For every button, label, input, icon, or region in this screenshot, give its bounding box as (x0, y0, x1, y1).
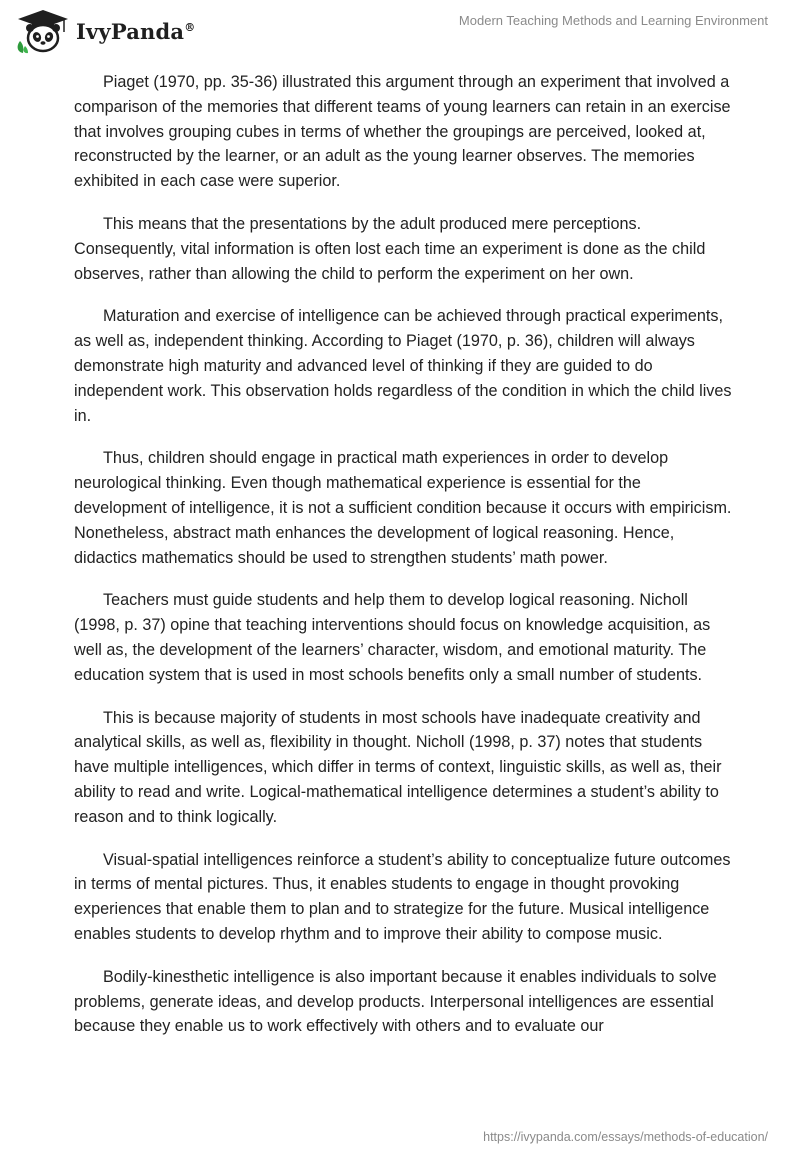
paragraph: This means that the presentations by the adult produced mere perceptions. Consequently, vital information is often lost each time an experiment is done as the child observes, rather than allowing the child to perform the experiment on her own. (74, 214, 706, 283)
paragraph: Piaget (1970, pp. 35-36) illustrated this argument through an experiment that involved a comparison of the memories that different teams of young learners can retain in an exercise that involves grouping cubes in terms of whether the groupings are perceived, looked at, reconstructed by the learner, or an adult as the young learner observes. The memories exhibited in each case were superior. (74, 73, 731, 191)
paragraph: Bodily-kinesthetic intelligence is also important because it enables individuals to solve problems, generate ideas, and develop products. Interpersonal intelligences are essential because they enable us to work effectively with others and to evaluate our (74, 967, 717, 1036)
essay-body (74, 70, 734, 1057)
document-title: Modern Teaching Methods and Learning Environment (458, 13, 768, 28)
paragraph: Maturation and exercise of intelligence can be achieved through practical experiments, as well as, independent thinking. According to Piaget (1970, p. 36), children will always demonstrate high maturity and advanced level of thinking if they are guided to do independent work. This observation holds regardless of the condition in which the child lives in. (74, 307, 732, 425)
registered-mark: ® (184, 20, 196, 34)
paragraph: This is because majority of students in most schools have inadequate creativity and analytical skills, as well as, flexibility in thought. Nicholl (1998, p. 37) notes that students have multiple intelligences, which differ in terms of context, linguistic skills, as well as, their ability to read and write. Logical-mathematical intelligence determines a student’s ability to reason and to think logically. (74, 708, 722, 826)
source-url[interactable]: https://ivypanda.com/essays/methods-of-education/ (483, 1130, 768, 1144)
ivypanda-logo[interactable] (14, 8, 195, 54)
panda-graduate-icon (14, 8, 72, 54)
brand-name: IvyPanda® (76, 18, 196, 44)
page-header (0, 0, 800, 60)
paragraph: Visual-spatial intelligences reinforce a student’s ability to conceptualize future outcomes in terms of mental pictures. Thus, it enables students to engage in thought provoking experiences that enable them to plan and to strategize for the future. Musical intelligence enables students to develop rhythm and to improve their ability to compose music. (74, 850, 731, 943)
paragraph: Teachers must guide students and help them to develop logical reasoning. Nicholl (1998, p. 37) opine that teaching interventions should focus on knowledge acquisition, as well as, the development of the learners’ character, wisdom, and emotional maturity. The education system that is used in most schools benefits only a small number of students. (74, 591, 711, 684)
paragraph: Thus, children should engage in practical math experiences in order to develop neurological thinking. Even though mathematical experience is essential for the development of intelligence, it is not a sufficient condition because it occurs with empiricism. Nonetheless, abstract math enhances the development of logical reasoning. Hence, didactics mathematics should be used to strengthen students’ math power. (74, 449, 732, 567)
